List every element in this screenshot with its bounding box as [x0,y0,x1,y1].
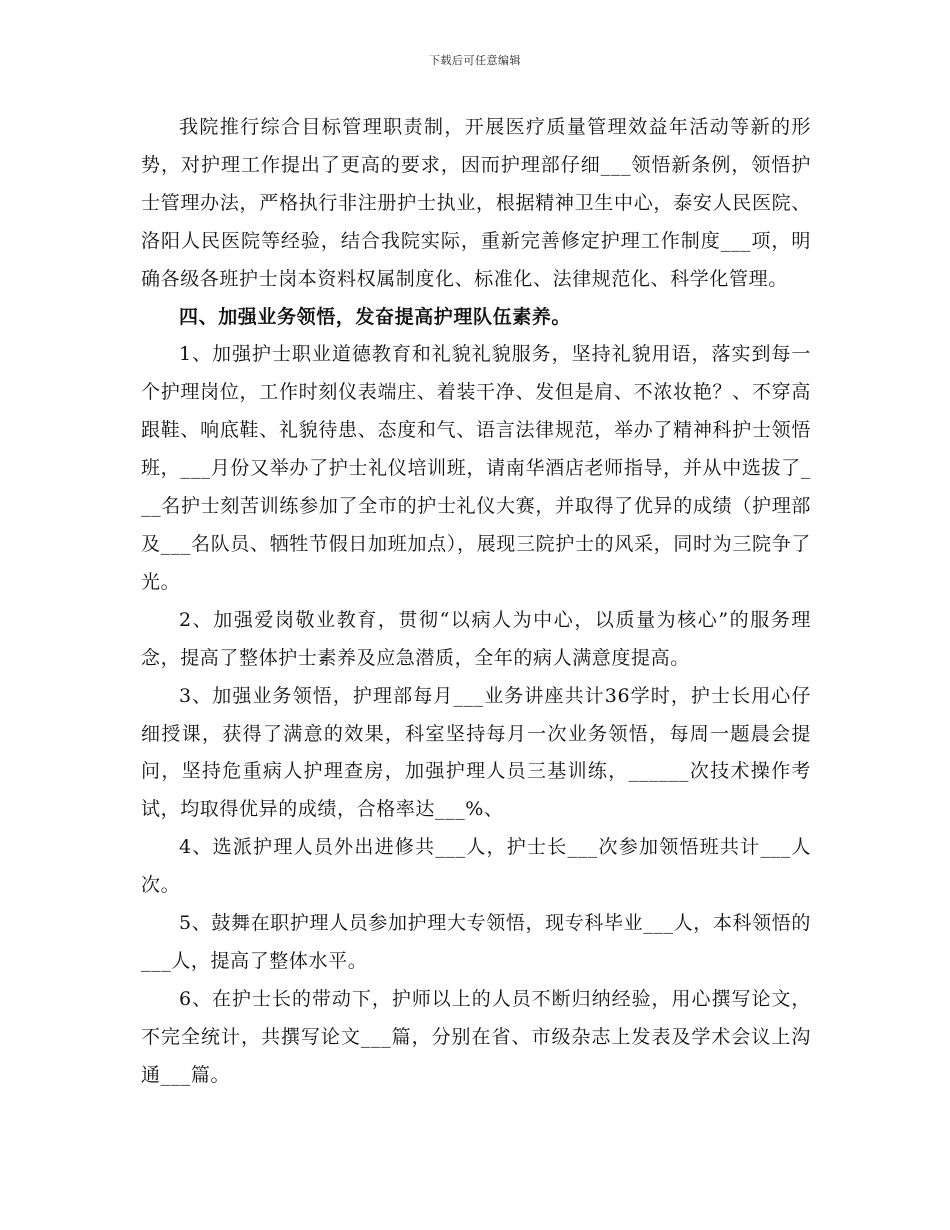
paragraph-management-system: 我院推行综合目标管理职责制，开展医疗质量管理效益年活动等新的形势，对护理工作提出了更高的要求，因而护理部仔细___领悟新条例，领悟护士管理办法，严格执行非注册护士执业，根据精神卫生中心，泰安人民医院、洛阳人民医院等经验，结合我院实际，重新完善修定护理工作制度___项，明确各级各班护士岗本资料权属制度化、标准化、法律规范化、科学化管理。 [141,116,811,290]
paragraph-item-4: 4、选派护理人员外出进修共___人，护士长___次参加领悟班共计___人次。 [141,836,811,897]
paragraph-item-3: 3、加强业务领悟，护理部每月___业务讲座共计36学时，护士长用心仔细授课，获得了满意的效果，科室坚持每月一次业务领悟，每周一题晨会提问，坚持危重病人护理查房，加强护理人员三基训练，______次技术操作考试，均取得优异的成绩，合格率达___%、 [141,684,811,821]
document-body [141,109,811,1095]
section-heading-four: 四、加强业务领悟，发奋提高护理队伍素养。 [179,305,572,328]
paragraph-item-5: 5、鼓舞在职护理人员参加护理大专领悟，现专科毕业___人，本科领悟的___人，提高了整体水平。 [141,912,811,972]
paragraph-item-1: 1、加强护士职业道德教育和礼貌礼貌服务，坚持礼貌用语，落实到每一个护理岗位，工作时刻仪表端庄、着装干净、发但是肩、不浓妆艳？、不穿高跟鞋、响底鞋、礼貌待患、态度和气、语言法律规范，举办了精神科护士领悟班，___月份又举办了护士礼仪培训班，请南华酒店老师指导，并从中选拔了___名护士刻苦训练参加了全市的护士礼仪大赛，并取得了优异的成绩（护理部及___名队员、牺牲节假日加班加点），展现三院护士的风采，同时为三院争了光。 [141,343,811,593]
paragraph-item-6: 6、在护士长的带动下，护师以上的人员不断归纳经验，用心撰写论文，不完全统计，共撰写论文___篇，分别在省、市级杂志上发表及学术会议上沟通___篇。 [141,987,811,1086]
paragraph-item-2: 2、加强爱岗敬业教育，贯彻“以病人为中心，以质量为核心”的服务理念，提高了整体护士素养及应急潜质，全年的病人满意度提高。 [141,608,811,669]
page-header: 下载后可任意编辑 [429,54,521,67]
